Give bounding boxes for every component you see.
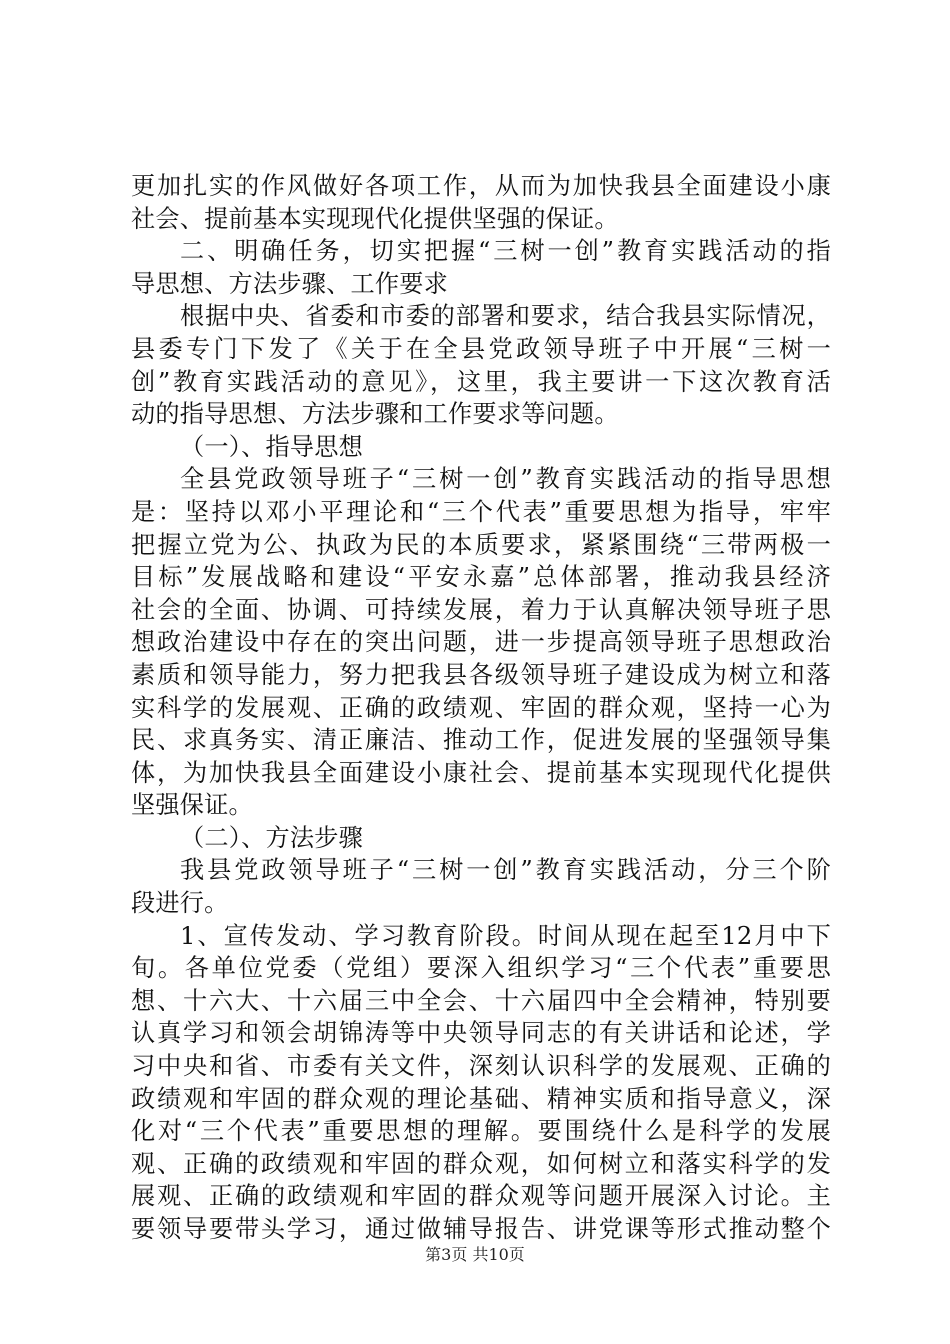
text-line: （一）、指导思想 <box>180 432 364 461</box>
text-line: 素质和领导能力，努力把我县各级领导班子建设成为树立和落 <box>131 660 831 689</box>
text-line: 旬。各单位党委（党组）要深入组织学习“三个代表”重要思 <box>131 954 831 983</box>
text-line: 创”教育实践活动的意见》，这里，我主要讲一下这次教育活 <box>131 367 831 396</box>
page-number-label: 第3页 共10页 <box>425 1245 525 1264</box>
text-line: 段进行。 <box>131 889 229 918</box>
text-line: 更加扎实的作风做好各项工作，从而为加快我县全面建设小康 <box>131 172 831 200</box>
text-line: 展观、正确的政绩观和牢固的群众观等问题开展深入讨论。主 <box>131 1182 831 1211</box>
text-line: 根据中央、省委和市委的部署和要求，结合我县实际情况， <box>180 302 831 331</box>
text-line: 民、求真务实、清正廉洁、推动工作，促进发展的坚强领导集 <box>131 726 831 755</box>
text-line: （二）、方法步骤 <box>180 823 364 852</box>
text-line: 导思想、方法步骤、工作要求 <box>131 269 449 298</box>
text-line: 要领导要带头学习，通过做辅导报告、讲党课等形式推动整个 <box>131 1215 831 1243</box>
text-line: 社会、提前基本实现现代化提供坚强的保证。 <box>131 204 619 233</box>
text-line: 是：坚持以邓小平理论和“三个代表”重要思想为指导，牢牢 <box>131 497 831 526</box>
text-line: 把握立党为公、执政为民的本质要求，紧紧围绕“三带两极一 <box>131 530 831 559</box>
text-line: 化对“三个代表”重要思想的理解。要围绕什么是科学的发展 <box>131 1117 831 1146</box>
page-footer <box>0 1242 950 1265</box>
text-line: 全县党政领导班子“三树一创”教育实践活动的指导思想 <box>180 465 831 494</box>
text-line: 1、宣传发动、学习教育阶段。时间从现在起至12月中下 <box>180 921 831 950</box>
text-line: 政绩观和牢固的群众观的理论基础、精神实质和指导意义，深 <box>131 1084 831 1113</box>
text-line: 目标”发展战略和建设“平安永嘉”总体部署，推动我县经济 <box>131 563 831 592</box>
text-line: 想政治建设中存在的突出问题，进一步提高领导班子思想政治 <box>131 628 831 657</box>
text-line: 习中央和省、市委有关文件，深刻认识科学的发展观、正确的 <box>131 1052 831 1081</box>
text-line: 观、正确的政绩观和牢固的群众观，如何树立和落实科学的发 <box>131 1149 831 1178</box>
text-line: 实科学的发展观、正确的政绩观、牢固的群众观，坚持一心为 <box>131 693 831 722</box>
text-line: 坚强保证。 <box>131 791 253 820</box>
text-line: 县委专门下发了《关于在全县党政领导班子中开展“三树一 <box>131 334 831 363</box>
text-line: 社会的全面、协调、可持续发展，着力于认真解决领导班子思 <box>131 595 831 624</box>
text-line: 体，为加快我县全面建设小康社会、提前基本实现现代化提供 <box>131 758 831 787</box>
text-line: 我县党政领导班子“三树一创”教育实践活动，分三个阶 <box>180 856 831 885</box>
text-line: 认真学习和领会胡锦涛等中央领导同志的有关讲话和论述，学 <box>131 1019 831 1048</box>
document-body <box>131 170 831 1246</box>
text-line: 想、十六大、十六届三中全会、十六届四中全会精神，特别要 <box>131 986 831 1015</box>
text-line: 动的指导思想、方法步骤和工作要求等问题。 <box>131 400 619 429</box>
text-line: 二、明确任务，切实把握“三树一创”教育实践活动的指 <box>180 237 831 266</box>
